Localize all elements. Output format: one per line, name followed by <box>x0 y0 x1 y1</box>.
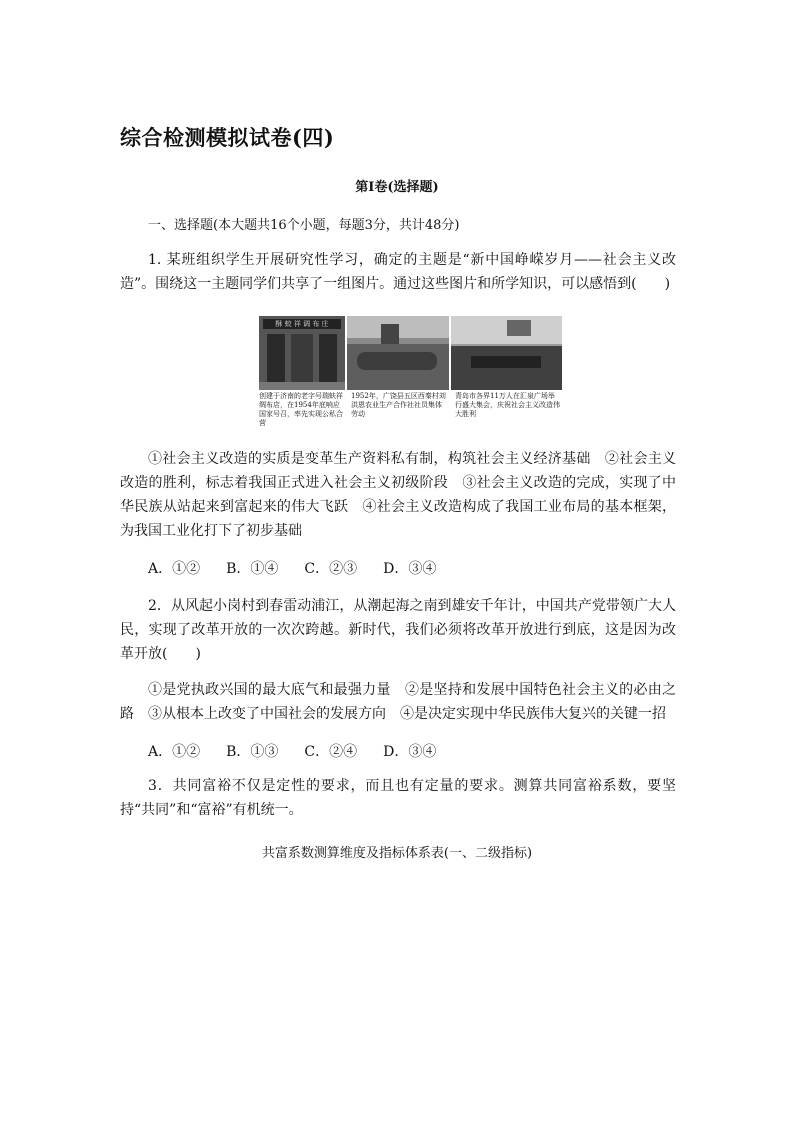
option-d[interactable]: D．③④ <box>383 744 437 760</box>
table-caption: 共富系数测算维度及指标体系表(一、二级指标) <box>261 846 533 861</box>
photo-farm-work <box>347 316 449 390</box>
question-1-stem: 1. 某班组织学生开展研究性学习，确定的主题是“新中国峥嵘岁月——社会主义改造”。围绕这一主题同学们共享了一组图片。通过这些图片和所学知识，可以感悟到( ) <box>120 252 676 292</box>
question-1-options <box>148 558 462 578</box>
question-2-statements: ①是党执政兴国的最大底气和最强力量 ②是坚持和发展中国特色社会主义的必由之路 ③从根本上改变了中国社会的发展方向 ④是决定实现中华民族伟大复兴的关键一招 <box>120 682 676 722</box>
option-c[interactable]: C．②④ <box>304 744 358 760</box>
photo-caption-2: 1952年，广饶县五区西秦村刘洪恩农业生产合作社社员集体劳动 <box>351 392 446 418</box>
option-d[interactable]: D．③④ <box>383 561 437 577</box>
paper-title: 综合检测模拟试卷(四) <box>120 125 335 150</box>
option-b[interactable]: B．①④ <box>226 561 279 577</box>
option-a[interactable]: A．①② <box>148 744 201 760</box>
question-2-stem: 2．从风起小岗村到春雷动浦江，从潮起海之南到雄安千年计，中国共产党带领广大人民，实现了改革开放的一次次跨越。新时代，我们必须将改革开放进行到底，这是因为改革开放( ) <box>120 598 676 662</box>
option-a[interactable]: A．①② <box>148 561 201 577</box>
option-c[interactable]: C．②③ <box>304 561 358 577</box>
photo-rally <box>451 316 562 390</box>
photo-caption-1: 创建于济南的老字号瑞蚨祥绸布店，在1954年底响应国家号召，率先实现公私合营 <box>259 392 343 427</box>
option-b[interactable]: B．①③ <box>226 744 279 760</box>
question-3-stem: 3．共同富裕不仅是定性的要求，而且也有定量的要求。测算共同富裕系数，要坚持“共同”和“富裕”有机统一。 <box>120 778 676 818</box>
question-2-options <box>148 741 462 761</box>
photo-shop-front <box>259 316 345 390</box>
question-1-statements: ①社会主义改造的实质是变革生产资料私有制，构筑社会主义经济基础 ②社会主义改造的胜利，标志着我国正式进入社会主义初级阶段 ③社会主义改造的完成，实现了中华民族从站起来到富起来的伟大飞跃 ④社会主义改造构成了我国工业布局的基本框架，为我国工业化打下了初步基础 <box>120 451 676 539</box>
shop-sign: 酥 蛟 祥 调 布 庄 <box>263 319 341 329</box>
part-heading: 一、选择题(本大题共16个小题，每题3分，共计48分) <box>148 218 460 233</box>
section-heading: 第Ⅰ卷(选择题) <box>355 180 439 195</box>
photo-caption-3: 青岛市各界11万人在汇泉广场举行盛大集会，庆祝社会主义改造伟大胜利 <box>455 392 560 418</box>
question-1-figure <box>259 314 562 426</box>
